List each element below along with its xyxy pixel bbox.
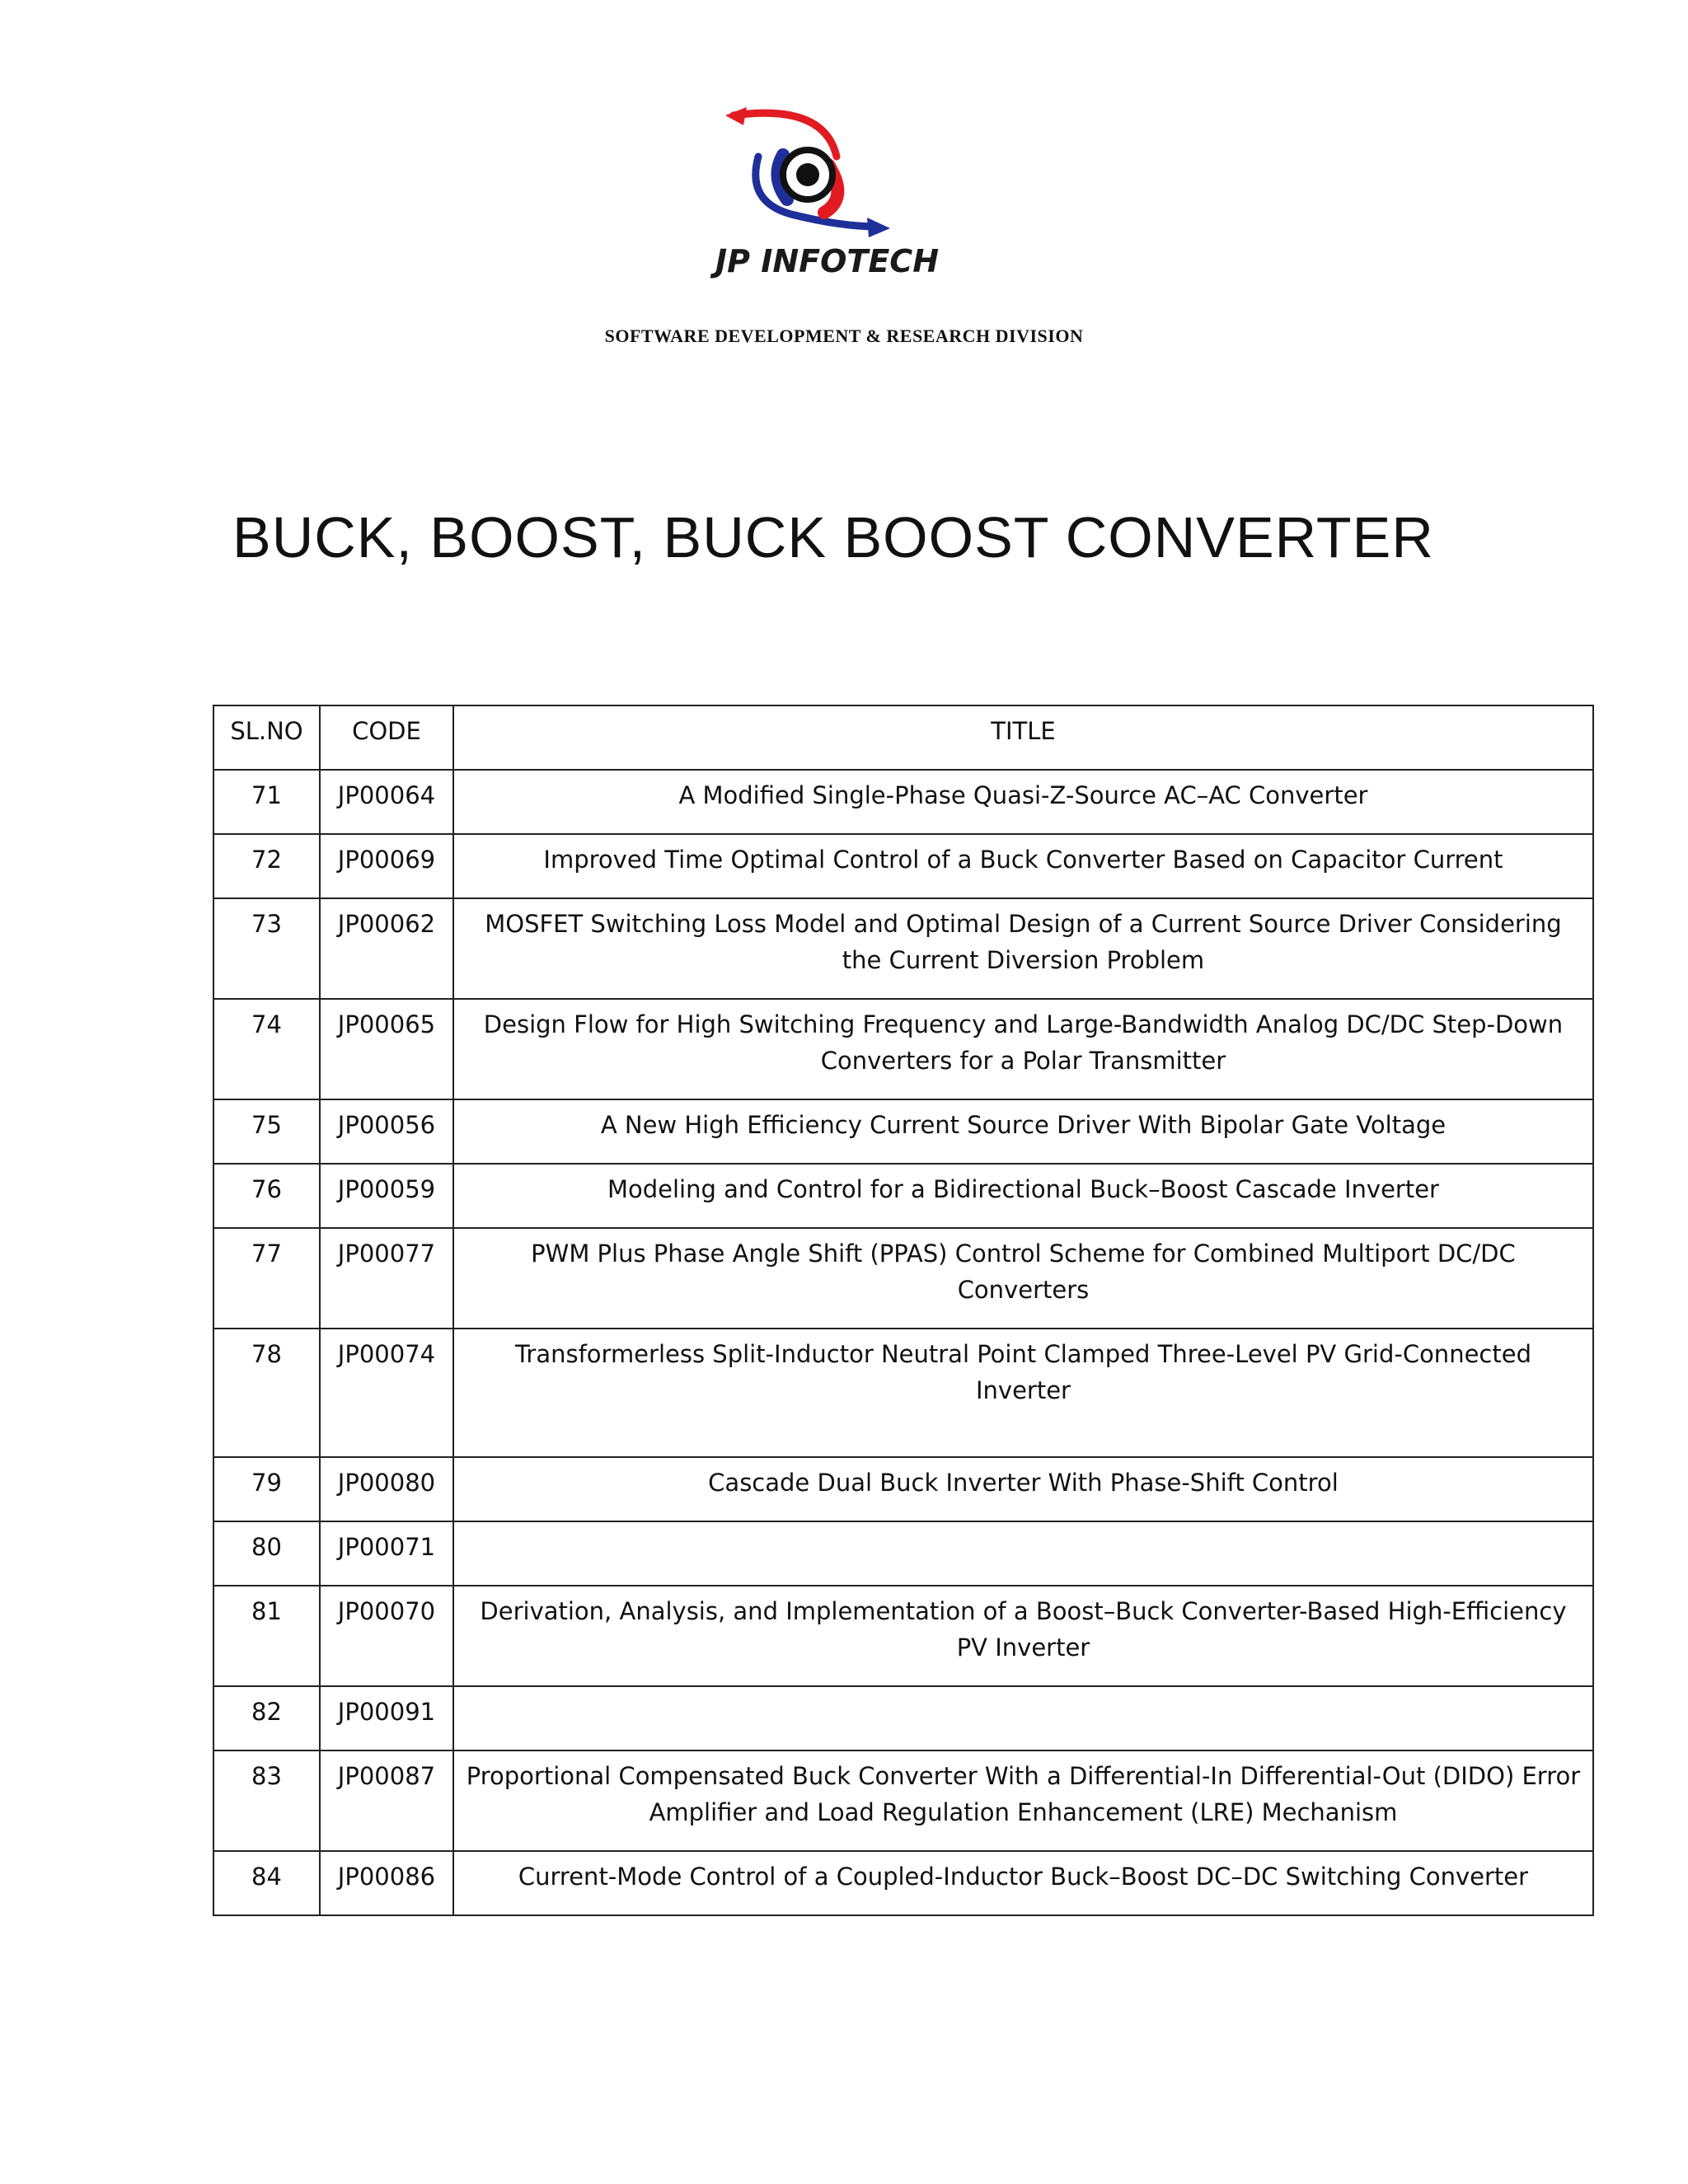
header-code: CODE bbox=[320, 705, 453, 770]
row-title: Cascade Dual Buck Inverter With Phase-Shift Control bbox=[453, 1457, 1593, 1521]
row-slno: 72 bbox=[213, 834, 320, 898]
jp-infotech-logo bbox=[701, 107, 940, 288]
header-title: TITLE bbox=[453, 705, 1593, 770]
row-title: Current-Mode Control of a Coupled-Inductor Buck–Boost DC–DC Switching Converter bbox=[453, 1851, 1593, 1915]
row-slno: 82 bbox=[213, 1686, 320, 1750]
row-code: JP00086 bbox=[320, 1851, 453, 1915]
row-code: JP00071 bbox=[320, 1521, 453, 1586]
table-row bbox=[213, 834, 1593, 898]
row-code: JP00087 bbox=[320, 1750, 453, 1851]
row-title: PWM Plus Phase Angle Shift (PPAS) Control Scheme for Combined Multiport DC/DC Converters bbox=[453, 1228, 1593, 1329]
row-title: MOSFET Switching Loss Model and Optimal Design of a Current Source Driver Considering the Current Diversion Problem bbox=[453, 898, 1593, 999]
table-row bbox=[213, 898, 1593, 999]
table-row bbox=[213, 770, 1593, 834]
row-title: Derivation, Analysis, and Implementation of a Boost–Buck Converter-Based High-Efficiency PV Inverter bbox=[453, 1586, 1593, 1686]
row-code: JP00069 bbox=[320, 834, 453, 898]
row-title: A New High Efficiency Current Source Driver With Bipolar Gate Voltage bbox=[453, 1099, 1593, 1164]
table-row bbox=[213, 1164, 1593, 1228]
row-slno: 78 bbox=[213, 1329, 320, 1457]
table-row bbox=[213, 1686, 1593, 1750]
table-row bbox=[213, 1586, 1593, 1686]
row-slno: 76 bbox=[213, 1164, 320, 1228]
row-code: JP00074 bbox=[320, 1329, 453, 1457]
table-row bbox=[213, 1228, 1593, 1329]
table-row bbox=[213, 1750, 1593, 1851]
row-title bbox=[453, 1521, 1593, 1586]
row-slno: 84 bbox=[213, 1851, 320, 1915]
row-code: JP00070 bbox=[320, 1586, 453, 1686]
row-slno: 83 bbox=[213, 1750, 320, 1851]
row-slno: 75 bbox=[213, 1099, 320, 1164]
row-slno: 74 bbox=[213, 999, 320, 1099]
row-code: JP00062 bbox=[320, 898, 453, 999]
table-row bbox=[213, 1851, 1593, 1915]
row-code: JP00064 bbox=[320, 770, 453, 834]
row-title: Improved Time Optimal Control of a Buck Converter Based on Capacitor Current bbox=[453, 834, 1593, 898]
row-code: JP00091 bbox=[320, 1686, 453, 1750]
row-code: JP00065 bbox=[320, 999, 453, 1099]
table-row bbox=[213, 1457, 1593, 1521]
row-slno: 73 bbox=[213, 898, 320, 999]
projects-table bbox=[213, 705, 1594, 1916]
header-slno: SL.NO bbox=[213, 705, 320, 770]
row-title: Transformerless Split-Inductor Neutral Point Clamped Three-Level PV Grid-Connected Inverter bbox=[453, 1329, 1593, 1457]
row-title bbox=[453, 1686, 1593, 1750]
row-code: JP00056 bbox=[320, 1099, 453, 1164]
row-slno: 79 bbox=[213, 1457, 320, 1521]
row-title: Proportional Compensated Buck Converter With a Differential-In Differential-Out (DIDO) Error Amplifier and Load Regulation Enhancement (LRE) Mechanism bbox=[453, 1750, 1593, 1851]
row-title: A Modified Single-Phase Quasi-Z-Source AC–AC Converter bbox=[453, 770, 1593, 834]
table-header-row bbox=[213, 705, 1593, 770]
row-code: JP00077 bbox=[320, 1228, 453, 1329]
table-row bbox=[213, 1329, 1593, 1457]
row-slno: 77 bbox=[213, 1228, 320, 1329]
table-row bbox=[213, 1521, 1593, 1586]
logo-wordmark: JP INFOTECH bbox=[715, 243, 939, 279]
row-code: JP00059 bbox=[320, 1164, 453, 1228]
row-slno: 80 bbox=[213, 1521, 320, 1586]
row-slno: 71 bbox=[213, 770, 320, 834]
division-subtitle: SOFTWARE DEVELOPMENT & RESEARCH DIVISION bbox=[604, 326, 1084, 346]
page-title: BUCK, BOOST, BUCK BOOST CONVERTER bbox=[232, 505, 1434, 569]
table-row bbox=[213, 1099, 1593, 1164]
row-code: JP00080 bbox=[320, 1457, 453, 1521]
row-title: Modeling and Control for a Bidirectional Buck–Boost Cascade Inverter bbox=[453, 1164, 1593, 1228]
row-slno: 81 bbox=[213, 1586, 320, 1686]
table-row bbox=[213, 999, 1593, 1099]
row-title: Design Flow for High Switching Frequency and Large-Bandwidth Analog DC/DC Step-Down Converters for a Polar Transmitter bbox=[453, 999, 1593, 1099]
